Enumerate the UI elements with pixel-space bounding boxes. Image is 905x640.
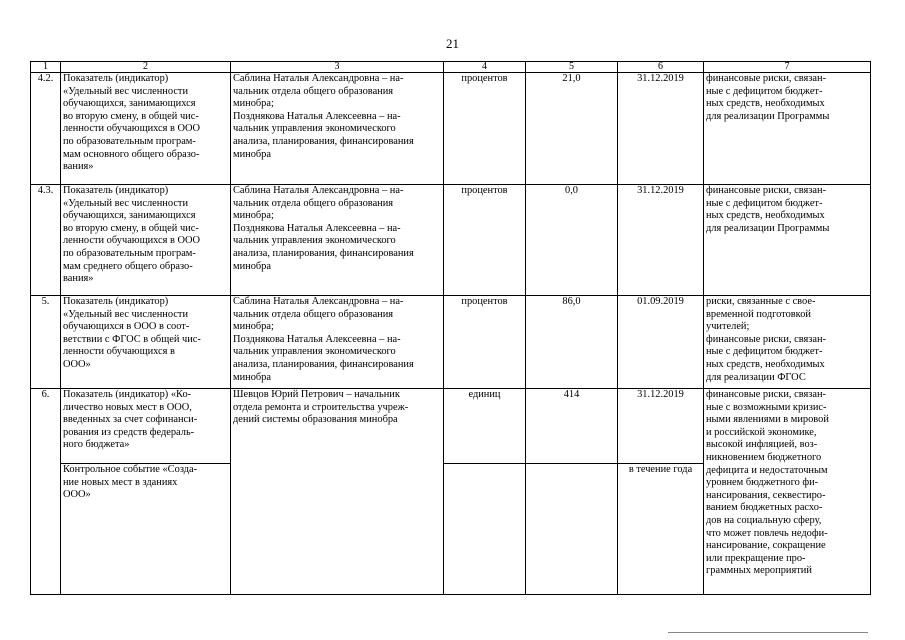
responsible-cell: Саблина Наталья Александровна – на- чальник отдела общего образования минобра; Позднякова Наталья Алексеевна – на- чальник управления экономического анализа, планирования, финансирования минобра: [231, 296, 444, 389]
control-date-cell: в течение года: [618, 464, 704, 595]
page-number: 21: [446, 36, 459, 51]
value-cell: 86,0: [526, 296, 618, 389]
unit-cell: процентов: [444, 185, 526, 296]
indicator-cell: Показатель (индикатор) «Удельный вес численности обучающихся, занимающихся во вторую смену, в общей чис- ленности обучающихся в ООО по образовательным програм- мам среднего общего образо- вания»: [61, 185, 231, 296]
row-number: 4.2.: [31, 73, 61, 185]
indicator-cell: Показатель (индикатор) «Удельный вес численности обучающихся, занимающихся во вторую смену, в общей чис- ленности обучающихся в ООО по образовательным програм- мам основного общего образо- вания»: [61, 73, 231, 185]
responsible-cell: Шевцов Юрий Петрович – начальник отдела ремонта и строительства учреж- дений системы образования минобра: [231, 389, 444, 595]
value-cell: 21,0: [526, 73, 618, 185]
column-header: 1: [31, 62, 61, 73]
unit-cell: процентов: [444, 296, 526, 389]
risks-cell: финансовые риски, связан- ные с дефицитом бюджет- ных средств, необходимых для реализации Программы: [704, 185, 871, 296]
date-cell: 31.12.2019: [618, 185, 704, 296]
document-table: [30, 61, 871, 595]
unit-cell: единиц: [444, 389, 526, 464]
column-header: 2: [61, 62, 231, 73]
responsible-cell: Саблина Наталья Александровна – на- чальник отдела общего образования минобра; Позднякова Наталья Алексеевна – на- чальник управления экономического анализа, планирования, финансирования минобра: [231, 73, 444, 185]
column-header: 6: [618, 62, 704, 73]
indicator-cell: Показатель (индикатор) «Удельный вес численности обучающихся в ООО в соот- ветствии с ФГОС в общей чис- ленности обучающихся в ООО»: [61, 296, 231, 389]
value-cell: 414: [526, 389, 618, 464]
unit-cell: процентов: [444, 73, 526, 185]
control-event-cell: Контрольное событие «Созда- ние новых мест в зданиях ООО»: [61, 464, 231, 595]
table-row: [31, 73, 871, 185]
empty-cell: [444, 464, 526, 595]
column-header: 7: [704, 62, 871, 73]
table-row: [31, 389, 871, 464]
risks-cell: финансовые риски, связан- ные с дефицитом бюджет- ных средств, необходимых для реализации Программы: [704, 73, 871, 185]
risks-cell: риски, связанные с свое- временной подготовкой учителей; финансовые риски, связан- ные с дефицитом бюджет- ных средств, необходимых для реализации ФГОС: [704, 296, 871, 389]
date-cell: 01.09.2019: [618, 296, 704, 389]
indicator-cell: Показатель (индикатор) «Ко- личество новых мест в ООО, введенных за счет софинанси- рования из средств федераль- ного бюджета»: [61, 389, 231, 464]
risks-cell: финансовые риски, связан- ные с возможными кризис- ными явлениями в мировой и российской экономике, высокой инфляцией, воз- никновением бюджетного дефицита и недостаточным уровнем бюджетного фи- нансирования, секвестиро- ванием бюджетных расхо- дов на социальную сферу, что может повлечь недофи- нансирование, сокращение или прекращение про- граммных мероприятий: [704, 389, 871, 595]
column-header: 5: [526, 62, 618, 73]
date-cell: 31.12.2019: [618, 389, 704, 464]
column-number-row: [31, 62, 871, 73]
row-number: 5.: [31, 296, 61, 389]
row-number: 6.: [31, 389, 61, 595]
column-header: 3: [231, 62, 444, 73]
responsible-cell: Саблина Наталья Александровна – на- чальник отдела общего образования минобра; Позднякова Наталья Алексеевна – на- чальник управления экономического анализа, планирования, финансирования минобра: [231, 185, 444, 296]
date-cell: 31.12.2019: [618, 73, 704, 185]
table-row: [31, 185, 871, 296]
empty-cell: [526, 464, 618, 595]
page-edge-line: [668, 632, 868, 633]
table-row: [31, 296, 871, 389]
column-header: 4: [444, 62, 526, 73]
value-cell: 0,0: [526, 185, 618, 296]
row-number: 4.3.: [31, 185, 61, 296]
